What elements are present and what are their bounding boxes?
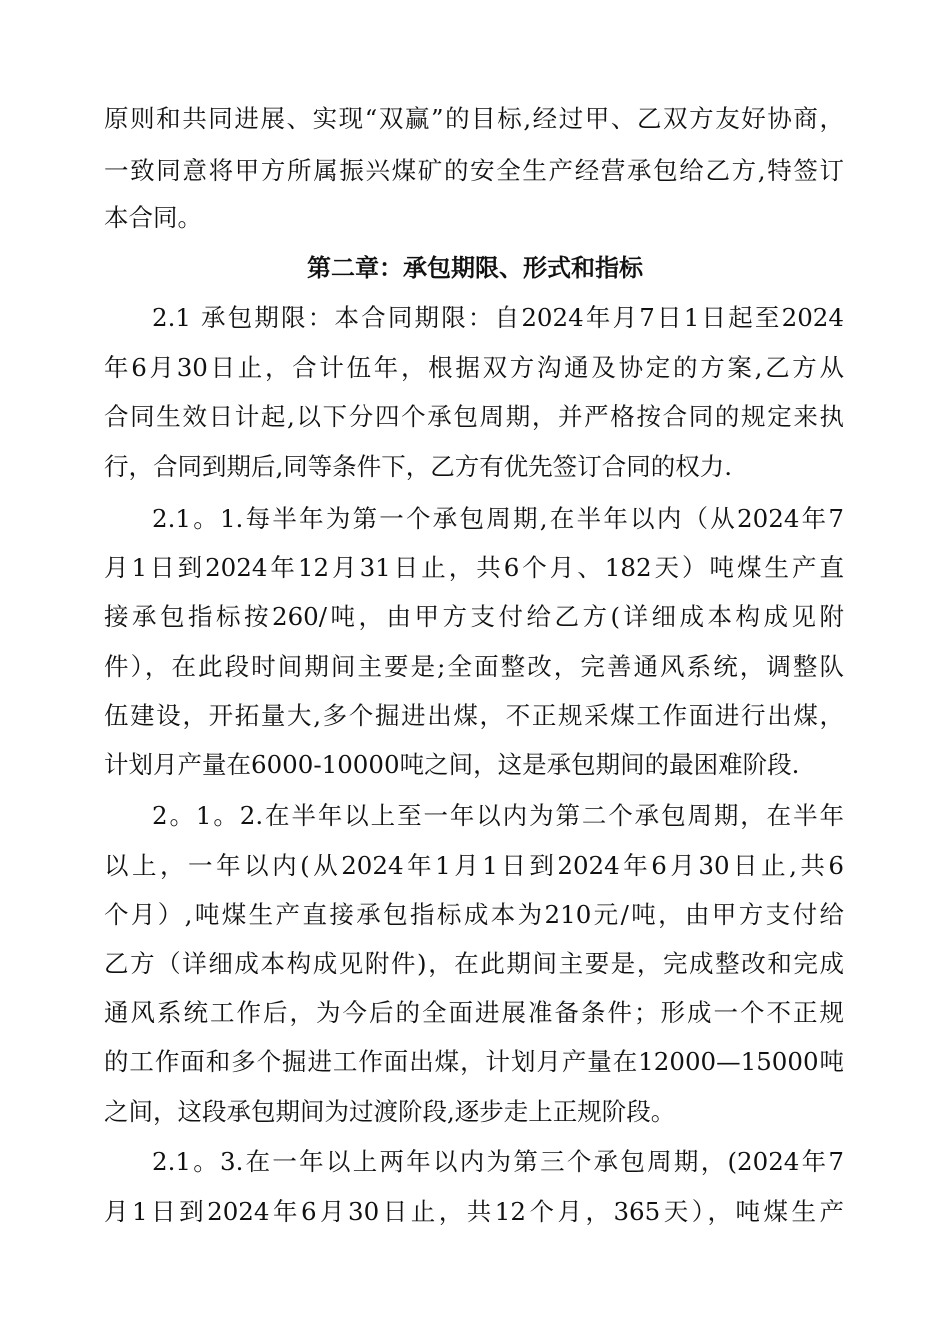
paragraph-line: 之间，这段承包期间为过渡阶段,逐步走上正规阶段。 [104,1097,676,1126]
paragraph-line: 2。1。2.在半年以上至一年以内为第二个承包周期，在半年 [152,801,844,830]
paragraph-line: 2.1 承包期限：本合同期限：自2024年月7日1日起至2024 [152,303,844,332]
paragraph-line: 个月）,吨煤生产直接承包指标成本为210元/吨，由甲方支付给 [104,900,844,929]
paragraph-line: 月1日到2024年6月30日止，共12个月，365天），吨煤生产 [104,1197,844,1226]
paragraph-line: 2.1。3.在一年以上两年以内为第三个承包周期，(2024年7 [152,1147,844,1176]
paragraph-line: 年6月30日止，合计伍年，根据双方沟通及协定的方案,乙方从 [104,353,844,382]
paragraph-line: 原则和共同进展、实现“双赢”的目标,经过甲、乙双方友好协商， [104,104,844,133]
paragraph-line: 的工作面和多个掘进工作面出煤，计划月产量在12000—15000吨 [104,1047,844,1076]
paragraph-line: 计划月产量在6000-10000吨之间，这是承包期间的最困难阶段. [104,750,800,779]
paragraph-line: 2.1。1.每半年为第一个承包周期,在半年以内（从2024年7 [152,504,844,533]
paragraph-line: 本合同。 [104,203,202,232]
paragraph-line: 一致同意将甲方所属振兴煤矿的安全生产经营承包给乙方,特签订 [104,156,844,185]
paragraph-line: 件），在此段时间期间主要是;全面整改，完善通风系统，调整队 [104,652,844,681]
paragraph-line: 乙方（详细成本构成见附件)，在此期间主要是，完成整改和完成 [104,949,844,978]
chapter-heading: 第二章：承包期限、形式和指标 [307,254,643,282]
paragraph-line: 以上，一年以内(从2024年1月1日到2024年6月30日止,共6 [104,851,844,880]
paragraph-line: 合同生效日计起,以下分四个承包周期，并严格按合同的规定来执 [104,402,844,431]
paragraph-line: 月1日到2024年12月31日止，共6个月、182天）吨煤生产直 [104,553,844,582]
paragraph-line: 行，合同到期后,同等条件下，乙方有优先签订合同的权力. [104,452,733,481]
paragraph-line: 伍建设，开拓量大,多个掘进出煤，不正规采煤工作面进行出煤， [104,701,844,730]
paragraph-line: 接承包指标按260/吨，由甲方支付给乙方(详细成本构成见附 [104,602,844,631]
paragraph-line: 通风系统工作后，为今后的全面进展准备条件；形成一个不正规 [104,998,844,1027]
